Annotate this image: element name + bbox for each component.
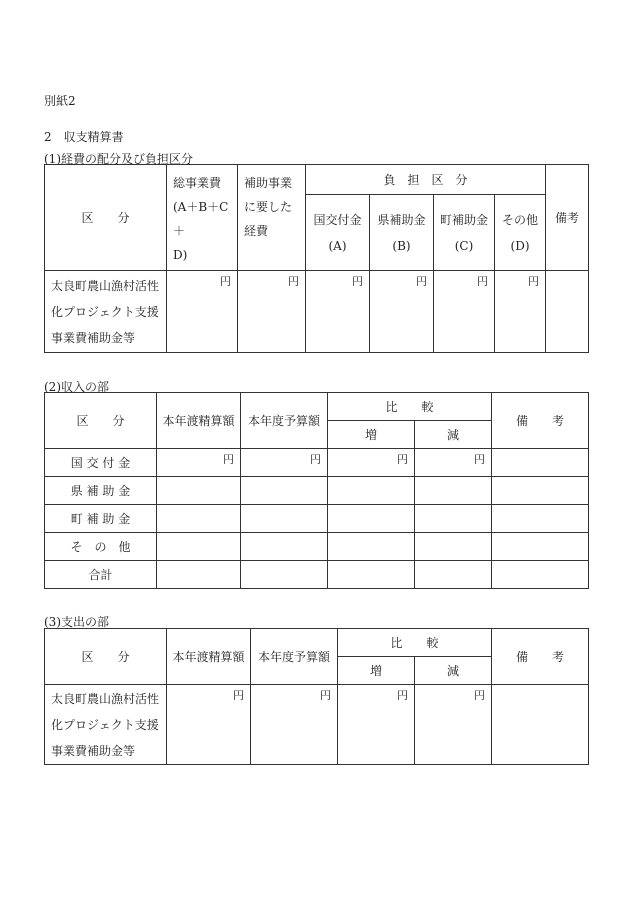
cho-label: 町補助金 xyxy=(439,212,488,227)
decrease-cell xyxy=(415,561,492,589)
ken-code: (B) xyxy=(392,238,411,253)
table-row xyxy=(45,533,589,561)
compare-header: 比 較 xyxy=(328,393,492,421)
total-cost-header xyxy=(167,165,238,271)
decrease-cell xyxy=(415,533,492,561)
subsidy-expense-header xyxy=(238,165,306,271)
subsidy-expense-line1: 補助事業 xyxy=(244,176,293,190)
total-cost-line2: (A＋B＋C＋ xyxy=(173,200,229,238)
row-label-line3: 事業費補助金等 xyxy=(51,743,136,758)
table-row-label xyxy=(45,271,167,353)
remarks-cell xyxy=(546,271,589,353)
table2-caption: (2)収入の部 xyxy=(44,380,109,394)
budget-cell: 円 xyxy=(241,449,328,477)
budget-cell: 円 xyxy=(251,685,338,765)
row-label: 合計 xyxy=(45,561,157,589)
table-row xyxy=(45,561,589,589)
income-table xyxy=(44,392,589,589)
row-label: 町 補 助 金 xyxy=(45,505,157,533)
decrease-cell xyxy=(415,477,492,505)
kuni-label: 国交付金 xyxy=(313,212,362,227)
remarks-header: 備 考 xyxy=(492,629,589,685)
kubun-header: 区 分 xyxy=(45,393,157,449)
table-row xyxy=(45,449,589,477)
kuni-code: (A) xyxy=(328,238,347,253)
remarks-header: 備 考 xyxy=(492,393,589,449)
decrease-header: 減 xyxy=(415,657,492,685)
kuni-header xyxy=(306,195,370,271)
row-label-line1: 太良町農山漁村活性 xyxy=(51,691,160,706)
burden-header: 負 担 区 分 xyxy=(306,165,546,195)
other-header xyxy=(495,195,546,271)
settlement-cell: 円 xyxy=(167,685,251,765)
remarks-cell xyxy=(492,685,589,765)
settlement-cell: 円 xyxy=(157,449,241,477)
section-title: 2 収支精算書 xyxy=(44,130,124,144)
row-label-line3: 事業費補助金等 xyxy=(51,330,136,345)
ken-cell: 円 xyxy=(370,271,434,353)
ken-header xyxy=(370,195,434,271)
kuni-cell: 円 xyxy=(306,271,370,353)
budget-header: 本年度予算額 xyxy=(251,629,338,685)
increase-cell: 円 xyxy=(328,449,415,477)
budget-cell xyxy=(241,533,328,561)
table-row xyxy=(45,505,589,533)
increase-cell xyxy=(328,477,415,505)
settlement-header: 本年渡精算額 xyxy=(167,629,251,685)
settlement-cell xyxy=(157,561,241,589)
increase-header: 増 xyxy=(328,421,415,449)
cho-header xyxy=(434,195,495,271)
increase-cell xyxy=(328,533,415,561)
other-code: (D) xyxy=(510,238,530,253)
increase-cell xyxy=(328,561,415,589)
settlement-cell xyxy=(157,505,241,533)
remarks-cell xyxy=(492,449,589,477)
increase-header: 増 xyxy=(338,657,415,685)
budget-header: 本年度予算額 xyxy=(241,393,328,449)
page-label: 別紙2 xyxy=(44,94,76,108)
increase-cell: 円 xyxy=(338,685,415,765)
remarks-header: 備考 xyxy=(546,165,589,271)
row-label-line2: 化プロジェクト支援 xyxy=(51,717,159,732)
decrease-cell: 円 xyxy=(415,449,492,477)
cho-code: (C) xyxy=(454,238,474,253)
remarks-cell xyxy=(492,561,589,589)
table-row xyxy=(45,685,589,765)
budget-cell xyxy=(241,561,328,589)
row-label: 県 補 助 金 xyxy=(45,477,157,505)
row-label: 国 交 付 金 xyxy=(45,449,157,477)
budget-cell xyxy=(241,505,328,533)
kubun-header: 区 分 xyxy=(45,165,167,271)
cho-cell: 円 xyxy=(434,271,495,353)
decrease-cell xyxy=(415,505,492,533)
table3-caption: (3)支出の部 xyxy=(44,615,109,629)
subsidy-expense-line3: 経費 xyxy=(244,224,269,238)
ken-label: 県補助金 xyxy=(377,212,426,227)
total-cost-line3: D) xyxy=(173,248,188,262)
expense-allocation-table xyxy=(44,164,589,353)
row-label xyxy=(45,685,167,765)
compare-header: 比 較 xyxy=(338,629,492,657)
decrease-cell: 円 xyxy=(415,685,492,765)
row-label-line2: 化プロジェクト支援 xyxy=(51,304,159,319)
other-cell: 円 xyxy=(495,271,546,353)
decrease-header: 減 xyxy=(415,421,492,449)
remarks-cell xyxy=(492,505,589,533)
total-cost-cell: 円 xyxy=(167,271,238,353)
settlement-cell xyxy=(157,533,241,561)
other-label: その他 xyxy=(502,212,539,227)
row-label: そ の 他 xyxy=(45,533,157,561)
expenditure-table xyxy=(44,628,589,765)
table1-caption: (1)経費の配分及び負担区分 xyxy=(44,152,193,166)
remarks-cell xyxy=(492,477,589,505)
remarks-cell xyxy=(492,533,589,561)
table-row xyxy=(45,477,589,505)
budget-cell xyxy=(241,477,328,505)
increase-cell xyxy=(328,505,415,533)
total-cost-line1: 総事業費 xyxy=(173,176,222,190)
subsidy-expense-cell: 円 xyxy=(238,271,306,353)
kubun-header: 区 分 xyxy=(45,629,167,685)
settlement-header: 本年渡精算額 xyxy=(157,393,241,449)
subsidy-expense-line2: に要した xyxy=(244,200,293,214)
settlement-cell xyxy=(157,477,241,505)
row-label-line1: 太良町農山漁村活性 xyxy=(51,278,160,293)
